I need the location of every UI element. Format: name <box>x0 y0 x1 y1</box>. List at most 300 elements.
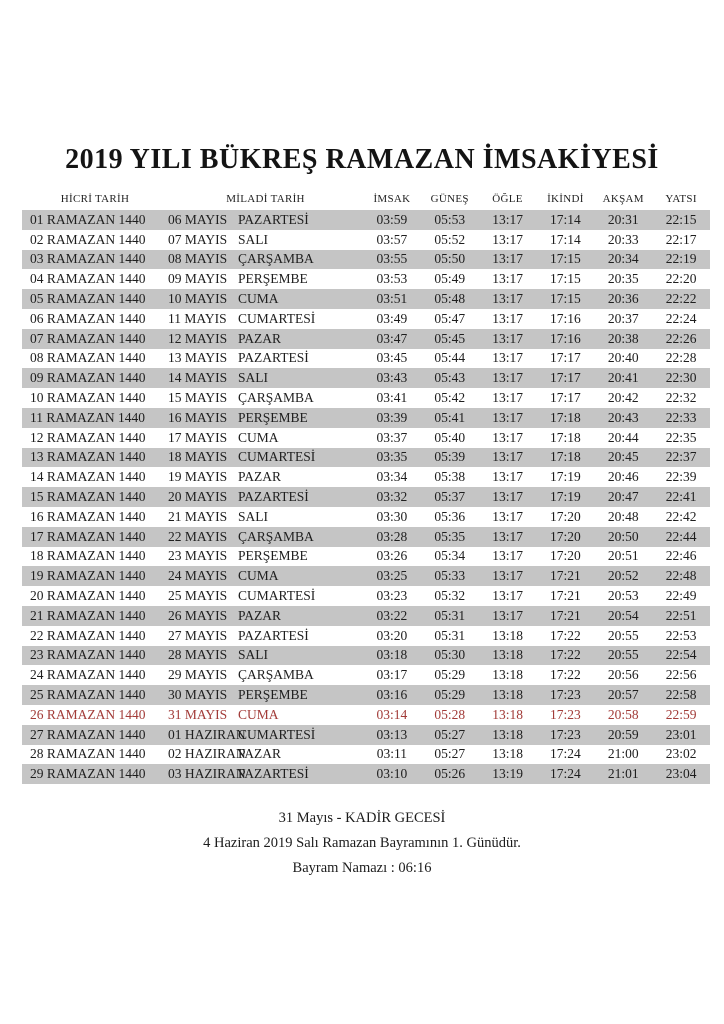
column-header-yatsi: YATSI <box>665 193 697 205</box>
ikindi-time-cell: 17:21 <box>550 568 581 584</box>
aksam-time-cell: 20:40 <box>607 350 639 366</box>
ikindi-time-cell: 17:15 <box>550 291 581 307</box>
imsak-time-cell: 03:26 <box>376 548 408 564</box>
miladi-date-cell: 14 MAYIS <box>168 370 228 386</box>
hicri-date-cell: 18 RAMAZAN 1440 <box>30 548 146 564</box>
miladi-date-cell: 29 MAYIS <box>168 667 228 683</box>
table-header-row <box>22 189 710 209</box>
weekday-cell: PERŞEMBE <box>238 409 308 425</box>
table-row <box>22 764 710 784</box>
hicri-date-cell: 04 RAMAZAN 1440 <box>30 271 146 287</box>
ogle-time-cell: 13:17 <box>492 211 523 227</box>
ikindi-time-cell: 17:20 <box>550 548 581 564</box>
hicri-date-cell: 15 RAMAZAN 1440 <box>30 489 146 505</box>
weekday-cell: PAZAR <box>238 469 282 485</box>
ikindi-time-cell: 17:23 <box>550 726 581 742</box>
column-header-hicri-tarih: HİCRİ TARİH <box>60 193 130 205</box>
ikindi-time-cell: 17:15 <box>550 271 581 287</box>
gunes-time-cell: 05:43 <box>434 370 466 386</box>
miladi-date-cell: 17 MAYIS <box>168 429 228 445</box>
gunes-time-cell: 05:40 <box>434 429 466 445</box>
yatsi-time-cell: 23:02 <box>665 746 697 762</box>
column-header-imsak: İMSAK <box>373 193 411 205</box>
ogle-time-cell: 13:17 <box>492 291 523 307</box>
ogle-time-cell: 13:17 <box>492 409 523 425</box>
aksam-time-cell: 21:00 <box>607 746 639 762</box>
ikindi-time-cell: 17:14 <box>550 231 581 247</box>
ikindi-time-cell: 17:19 <box>550 469 581 485</box>
ogle-time-cell: 13:17 <box>492 310 523 326</box>
gunes-time-cell: 05:32 <box>434 588 466 604</box>
ogle-time-cell: 13:18 <box>492 687 523 703</box>
imsak-time-cell: 03:30 <box>376 508 408 524</box>
hicri-date-cell: 13 RAMAZAN 1440 <box>30 449 146 465</box>
hicri-date-cell: 21 RAMAZAN 1440 <box>30 607 146 623</box>
weekday-cell: SALI <box>238 370 268 386</box>
ogle-time-cell: 13:18 <box>492 667 523 683</box>
weekday-cell: PERŞEMBE <box>238 687 308 703</box>
aksam-time-cell: 21:01 <box>607 766 639 782</box>
ikindi-time-cell: 17:14 <box>550 211 581 227</box>
miladi-date-cell: 09 MAYIS <box>168 271 228 287</box>
hicri-date-cell: 16 RAMAZAN 1440 <box>30 508 146 524</box>
hicri-date-cell: 20 RAMAZAN 1440 <box>30 588 146 604</box>
ogle-time-cell: 13:17 <box>492 271 523 287</box>
aksam-time-cell: 20:54 <box>607 607 639 623</box>
ikindi-time-cell: 17:17 <box>550 350 581 366</box>
gunes-time-cell: 05:35 <box>434 528 466 544</box>
aksam-time-cell: 20:53 <box>607 588 639 604</box>
weekday-cell: ÇARŞAMBA <box>238 528 314 544</box>
yatsi-time-cell: 22:49 <box>665 588 697 604</box>
aksam-time-cell: 20:41 <box>607 370 639 386</box>
aksam-time-cell: 20:58 <box>607 706 639 722</box>
imsak-time-cell: 03:49 <box>376 310 408 326</box>
miladi-date-cell: 23 MAYIS <box>168 548 228 564</box>
weekday-cell: SALI <box>238 647 268 663</box>
ikindi-time-cell: 17:16 <box>550 330 581 346</box>
aksam-time-cell: 20:46 <box>607 469 639 485</box>
table-row <box>22 646 710 666</box>
hicri-date-cell: 07 RAMAZAN 1440 <box>30 330 146 346</box>
yatsi-time-cell: 22:26 <box>665 330 697 346</box>
table-row <box>22 586 710 606</box>
ogle-time-cell: 13:17 <box>492 568 523 584</box>
table-row <box>22 210 710 230</box>
ogle-time-cell: 13:17 <box>492 508 523 524</box>
weekday-cell: PAZARTESİ <box>238 766 309 782</box>
yatsi-time-cell: 22:30 <box>665 370 697 386</box>
yatsi-time-cell: 22:51 <box>665 607 697 623</box>
imsak-time-cell: 03:18 <box>376 647 408 663</box>
column-header-gunes: GÜNEŞ <box>430 193 469 205</box>
table-row <box>22 547 710 567</box>
ogle-time-cell: 13:17 <box>492 231 523 247</box>
aksam-time-cell: 20:44 <box>607 429 639 445</box>
imsak-time-cell: 03:20 <box>376 627 408 643</box>
table-row <box>22 665 710 685</box>
gunes-time-cell: 05:27 <box>434 726 466 742</box>
imsak-time-cell: 03:53 <box>376 271 408 287</box>
yatsi-time-cell: 22:54 <box>665 647 697 663</box>
ogle-time-cell: 13:17 <box>492 350 523 366</box>
ikindi-time-cell: 17:18 <box>550 409 581 425</box>
ikindi-time-cell: 17:18 <box>550 449 581 465</box>
weekday-cell: PERŞEMBE <box>238 548 308 564</box>
table-row <box>22 329 710 349</box>
table-row <box>22 309 710 329</box>
weekday-cell: CUMA <box>238 429 279 445</box>
imsak-time-cell: 03:37 <box>376 429 408 445</box>
table-row <box>22 448 710 468</box>
hicri-date-cell: 06 RAMAZAN 1440 <box>30 310 146 326</box>
yatsi-time-cell: 22:33 <box>665 409 697 425</box>
table-row <box>22 388 710 408</box>
aksam-time-cell: 20:51 <box>607 548 639 564</box>
aksam-time-cell: 20:43 <box>607 409 639 425</box>
miladi-date-cell: 06 MAYIS <box>168 211 228 227</box>
imsak-time-cell: 03:13 <box>376 726 408 742</box>
miladi-date-cell: 03 HAZIRAN <box>168 766 246 782</box>
imsak-time-cell: 03:16 <box>376 687 408 703</box>
gunes-time-cell: 05:31 <box>434 627 466 643</box>
ogle-time-cell: 13:17 <box>492 548 523 564</box>
yatsi-time-cell: 22:32 <box>665 390 697 406</box>
gunes-time-cell: 05:31 <box>434 607 466 623</box>
gunes-time-cell: 05:30 <box>434 647 466 663</box>
hicri-date-cell: 08 RAMAZAN 1440 <box>30 350 146 366</box>
table-row <box>22 408 710 428</box>
ogle-time-cell: 13:17 <box>492 370 523 386</box>
aksam-time-cell: 20:57 <box>607 687 639 703</box>
miladi-date-cell: 21 MAYIS <box>168 508 228 524</box>
yatsi-time-cell: 22:56 <box>665 667 697 683</box>
kadir-gecesi-note: 31 Mayıs - KADİR GECESİ <box>278 810 446 826</box>
weekday-cell: ÇARŞAMBA <box>238 251 314 267</box>
ikindi-time-cell: 17:20 <box>550 508 581 524</box>
yatsi-time-cell: 22:22 <box>665 291 697 307</box>
imsak-time-cell: 03:39 <box>376 409 408 425</box>
column-header-ogle: ÖĞLE <box>492 193 523 205</box>
ogle-time-cell: 13:17 <box>492 588 523 604</box>
gunes-time-cell: 05:42 <box>434 390 466 406</box>
ogle-time-cell: 13:18 <box>492 627 523 643</box>
ogle-time-cell: 13:17 <box>492 469 523 485</box>
yatsi-time-cell: 22:48 <box>665 568 697 584</box>
ogle-time-cell: 13:19 <box>492 766 523 782</box>
table-row <box>22 428 710 448</box>
ikindi-time-cell: 17:15 <box>550 251 581 267</box>
hicri-date-cell: 02 RAMAZAN 1440 <box>30 231 146 247</box>
table-row <box>22 349 710 369</box>
weekday-cell: SALI <box>238 231 268 247</box>
ogle-time-cell: 13:17 <box>492 607 523 623</box>
ikindi-time-cell: 17:21 <box>550 588 581 604</box>
hicri-date-cell: 05 RAMAZAN 1440 <box>30 291 146 307</box>
weekday-cell: CUMA <box>238 568 279 584</box>
imsak-time-cell: 03:35 <box>376 449 408 465</box>
gunes-time-cell: 05:33 <box>434 568 466 584</box>
table-row <box>22 269 710 289</box>
gunes-time-cell: 05:29 <box>434 687 466 703</box>
aksam-time-cell: 20:33 <box>607 231 639 247</box>
aksam-time-cell: 20:38 <box>607 330 639 346</box>
miladi-date-cell: 25 MAYIS <box>168 588 228 604</box>
ogle-time-cell: 13:18 <box>492 647 523 663</box>
table-row <box>22 606 710 626</box>
gunes-time-cell: 05:50 <box>434 251 466 267</box>
hicri-date-cell: 29 RAMAZAN 1440 <box>30 766 146 782</box>
hicri-date-cell: 28 RAMAZAN 1440 <box>30 746 146 762</box>
hicri-date-cell: 01 RAMAZAN 1440 <box>30 211 146 227</box>
ikindi-time-cell: 17:21 <box>550 607 581 623</box>
imsak-time-cell: 03:11 <box>376 746 408 762</box>
hicri-date-cell: 14 RAMAZAN 1440 <box>30 469 146 485</box>
ikindi-time-cell: 17:24 <box>550 746 581 762</box>
table-row <box>22 250 710 270</box>
ikindi-time-cell: 17:22 <box>550 627 581 643</box>
yatsi-time-cell: 22:37 <box>665 449 697 465</box>
weekday-cell: CUMARTESİ <box>238 449 316 465</box>
aksam-time-cell: 20:59 <box>607 726 639 742</box>
ikindi-time-cell: 17:18 <box>550 429 581 445</box>
hicri-date-cell: 03 RAMAZAN 1440 <box>30 251 146 267</box>
miladi-date-cell: 12 MAYIS <box>168 330 228 346</box>
miladi-date-cell: 19 MAYIS <box>168 469 228 485</box>
weekday-cell: CUMARTESİ <box>238 310 316 326</box>
imsak-time-cell: 03:32 <box>376 489 408 505</box>
imsak-time-cell: 03:10 <box>376 766 408 782</box>
weekday-cell: PAZARTESİ <box>238 211 309 227</box>
ikindi-time-cell: 17:22 <box>550 667 581 683</box>
table-row <box>22 368 710 388</box>
ikindi-time-cell: 17:23 <box>550 706 581 722</box>
table-row <box>22 230 710 250</box>
miladi-date-cell: 18 MAYIS <box>168 449 228 465</box>
ogle-time-cell: 13:17 <box>492 528 523 544</box>
hicri-date-cell: 19 RAMAZAN 1440 <box>30 568 146 584</box>
miladi-date-cell: 07 MAYIS <box>168 231 228 247</box>
ikindi-time-cell: 17:24 <box>550 766 581 782</box>
hicri-date-cell: 23 RAMAZAN 1440 <box>30 647 146 663</box>
gunes-time-cell: 05:45 <box>434 330 466 346</box>
weekday-cell: PAZARTESİ <box>238 489 309 505</box>
imsak-time-cell: 03:22 <box>376 607 408 623</box>
column-header-miladi-tarih: MİLADİ TARİH <box>226 193 305 205</box>
aksam-time-cell: 20:37 <box>607 310 639 326</box>
ikindi-time-cell: 17:17 <box>550 390 581 406</box>
gunes-time-cell: 05:28 <box>434 706 466 722</box>
yatsi-time-cell: 22:41 <box>665 489 697 505</box>
hicri-date-cell: 09 RAMAZAN 1440 <box>30 370 146 386</box>
weekday-cell: PAZARTESİ <box>238 350 309 366</box>
miladi-date-cell: 11 MAYIS <box>168 310 227 326</box>
hicri-date-cell: 22 RAMAZAN 1440 <box>30 627 146 643</box>
aksam-time-cell: 20:55 <box>607 647 639 663</box>
aksam-time-cell: 20:31 <box>607 211 639 227</box>
table-row <box>22 725 710 745</box>
yatsi-time-cell: 22:53 <box>665 627 697 643</box>
miladi-date-cell: 27 MAYIS <box>168 627 228 643</box>
gunes-time-cell: 05:39 <box>434 449 466 465</box>
weekday-cell: CUMARTESİ <box>238 726 316 742</box>
miladi-date-cell: 16 MAYIS <box>168 409 228 425</box>
aksam-time-cell: 20:47 <box>607 489 639 505</box>
miladi-date-cell: 26 MAYIS <box>168 607 228 623</box>
yatsi-time-cell: 22:58 <box>665 687 697 703</box>
bayram-namazi-time-note: Bayram Namazı : 06:16 <box>292 860 432 876</box>
hicri-date-cell: 12 RAMAZAN 1440 <box>30 429 146 445</box>
miladi-date-cell: 13 MAYIS <box>168 350 228 366</box>
table-row <box>22 467 710 487</box>
imsak-time-cell: 03:59 <box>376 211 408 227</box>
aksam-time-cell: 20:50 <box>607 528 639 544</box>
aksam-time-cell: 20:35 <box>607 271 639 287</box>
aksam-time-cell: 20:55 <box>607 627 639 643</box>
ikindi-time-cell: 17:23 <box>550 687 581 703</box>
yatsi-time-cell: 22:15 <box>665 211 697 227</box>
weekday-cell: PAZARTESİ <box>238 627 309 643</box>
ogle-time-cell: 13:17 <box>492 330 523 346</box>
gunes-time-cell: 05:52 <box>434 231 466 247</box>
gunes-time-cell: 05:38 <box>434 469 466 485</box>
footer-notes <box>0 806 724 881</box>
imsak-time-cell: 03:34 <box>376 469 408 485</box>
miladi-date-cell: 24 MAYIS <box>168 568 228 584</box>
hicri-date-cell: 26 RAMAZAN 1440 <box>30 706 146 722</box>
ogle-time-cell: 13:17 <box>492 429 523 445</box>
page-title: 2019 YILI BÜKREŞ RAMAZAN İMSAKİYESİ <box>65 144 659 175</box>
gunes-time-cell: 05:48 <box>434 291 466 307</box>
column-header-aksam: AKŞAM <box>602 193 644 205</box>
table-row <box>22 745 710 765</box>
gunes-time-cell: 05:47 <box>434 310 466 326</box>
imsak-time-cell: 03:55 <box>376 251 408 267</box>
imsak-time-cell: 03:51 <box>376 291 408 307</box>
yatsi-time-cell: 22:19 <box>665 251 697 267</box>
hicri-date-cell: 17 RAMAZAN 1440 <box>30 528 146 544</box>
gunes-time-cell: 05:29 <box>434 667 466 683</box>
imsak-time-cell: 03:47 <box>376 330 408 346</box>
yatsi-time-cell: 23:01 <box>665 726 697 742</box>
column-header-ikindi: İKİNDİ <box>547 193 584 205</box>
bayram-date-note: 4 Haziran 2019 Salı Ramazan Bayramının 1. Günüdür. <box>203 835 521 851</box>
ikindi-time-cell: 17:22 <box>550 647 581 663</box>
gunes-time-cell: 05:26 <box>434 766 466 782</box>
ogle-time-cell: 13:17 <box>492 251 523 267</box>
imsak-time-cell: 03:57 <box>376 231 408 247</box>
hicri-date-cell: 27 RAMAZAN 1440 <box>30 726 146 742</box>
gunes-time-cell: 05:36 <box>434 508 466 524</box>
weekday-cell: SALI <box>238 508 268 524</box>
miladi-date-cell: 08 MAYIS <box>168 251 228 267</box>
ogle-time-cell: 13:17 <box>492 489 523 505</box>
table-row <box>22 487 710 507</box>
ogle-time-cell: 13:17 <box>492 390 523 406</box>
ogle-time-cell: 13:17 <box>492 449 523 465</box>
gunes-time-cell: 05:44 <box>434 350 466 366</box>
hicri-date-cell: 11 RAMAZAN 1440 <box>30 409 146 425</box>
ogle-time-cell: 13:18 <box>492 746 523 762</box>
imsak-time-cell: 03:41 <box>376 390 408 406</box>
aksam-time-cell: 20:36 <box>607 291 639 307</box>
yatsi-time-cell: 22:59 <box>665 706 697 722</box>
weekday-cell: ÇARŞAMBA <box>238 390 314 406</box>
miladi-date-cell: 10 MAYIS <box>168 291 228 307</box>
yatsi-time-cell: 22:44 <box>665 528 697 544</box>
miladi-date-cell: 30 MAYIS <box>168 687 228 703</box>
table-row <box>22 685 710 705</box>
imsak-time-cell: 03:28 <box>376 528 408 544</box>
aksam-time-cell: 20:34 <box>607 251 639 267</box>
ogle-time-cell: 13:18 <box>492 706 523 722</box>
ikindi-time-cell: 17:17 <box>550 370 581 386</box>
aksam-time-cell: 20:45 <box>607 449 639 465</box>
table-row <box>22 705 710 725</box>
ogle-time-cell: 13:18 <box>492 726 523 742</box>
gunes-time-cell: 05:37 <box>434 489 466 505</box>
table-row <box>22 507 710 527</box>
yatsi-time-cell: 22:35 <box>665 429 697 445</box>
imsak-time-cell: 03:14 <box>376 706 408 722</box>
aksam-time-cell: 20:42 <box>607 390 639 406</box>
gunes-time-cell: 05:41 <box>434 409 466 425</box>
ikindi-time-cell: 17:19 <box>550 489 581 505</box>
hicri-date-cell: 10 RAMAZAN 1440 <box>30 390 146 406</box>
imsak-time-cell: 03:23 <box>376 588 408 604</box>
miladi-date-cell: 20 MAYIS <box>168 489 228 505</box>
aksam-time-cell: 20:56 <box>607 667 639 683</box>
weekday-cell: PAZAR <box>238 746 282 762</box>
gunes-time-cell: 05:27 <box>434 746 466 762</box>
yatsi-time-cell: 22:20 <box>665 271 697 287</box>
miladi-date-cell: 28 MAYIS <box>168 647 228 663</box>
weekday-cell: CUMA <box>238 706 279 722</box>
gunes-time-cell: 05:34 <box>434 548 466 564</box>
yatsi-time-cell: 22:46 <box>665 548 697 564</box>
ikindi-time-cell: 17:16 <box>550 310 581 326</box>
table-row <box>22 626 710 646</box>
table-row <box>22 289 710 309</box>
yatsi-time-cell: 22:17 <box>665 231 697 247</box>
yatsi-time-cell: 22:42 <box>665 508 697 524</box>
miladi-date-cell: 01 HAZIRAN <box>168 726 246 742</box>
weekday-cell: PAZAR <box>238 330 282 346</box>
yatsi-time-cell: 22:24 <box>665 310 697 326</box>
miladi-date-cell: 02 HAZIRAN <box>168 746 246 762</box>
gunes-time-cell: 05:49 <box>434 271 466 287</box>
weekday-cell: CUMARTESİ <box>238 588 316 604</box>
weekday-cell: CUMA <box>238 291 279 307</box>
imsak-time-cell: 03:45 <box>376 350 408 366</box>
aksam-time-cell: 20:48 <box>607 508 639 524</box>
aksam-time-cell: 20:52 <box>607 568 639 584</box>
hicri-date-cell: 24 RAMAZAN 1440 <box>30 667 146 683</box>
weekday-cell: PAZAR <box>238 607 282 623</box>
miladi-date-cell: 31 MAYIS <box>168 706 228 722</box>
yatsi-time-cell: 22:39 <box>665 469 697 485</box>
weekday-cell: PERŞEMBE <box>238 271 308 287</box>
imsak-time-cell: 03:17 <box>376 667 408 683</box>
miladi-date-cell: 15 MAYIS <box>168 390 228 406</box>
yatsi-time-cell: 23:04 <box>665 766 697 782</box>
yatsi-time-cell: 22:28 <box>665 350 697 366</box>
miladi-date-cell: 22 MAYIS <box>168 528 228 544</box>
imsak-time-cell: 03:43 <box>376 370 408 386</box>
ikindi-time-cell: 17:20 <box>550 528 581 544</box>
imsak-time-cell: 03:25 <box>376 568 408 584</box>
weekday-cell: ÇARŞAMBA <box>238 667 314 683</box>
